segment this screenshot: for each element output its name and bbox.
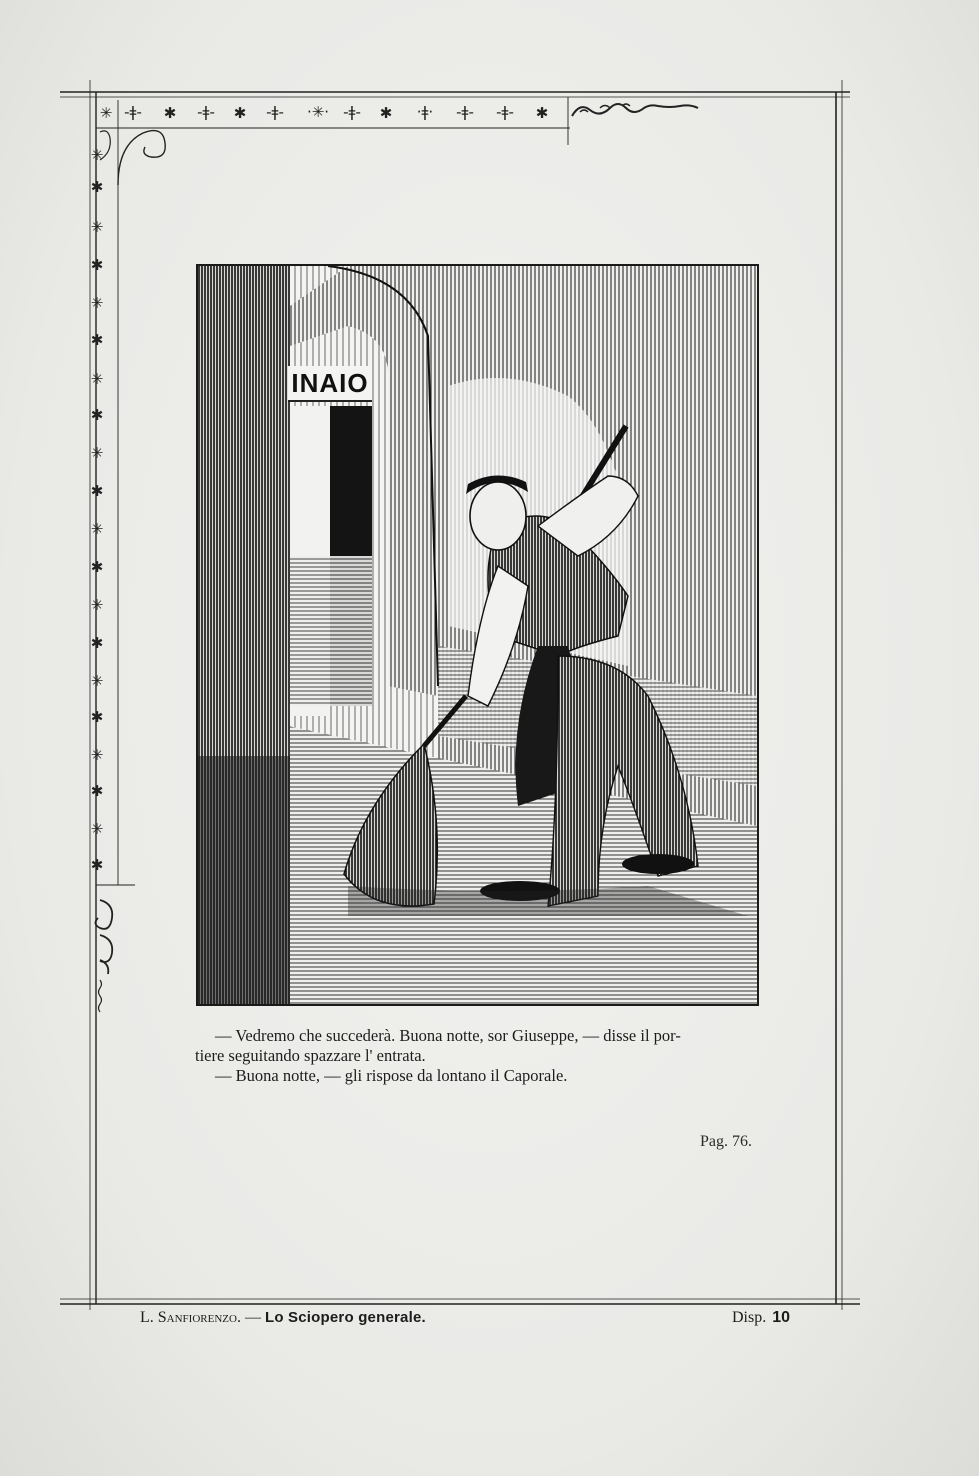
footer-dash: — (240, 1309, 265, 1326)
svg-text:✱: ✱ (90, 178, 104, 196)
svg-text:✳: ✳ (99, 104, 113, 122)
svg-text:·✳·: ·✳· (306, 103, 330, 121)
page-footer (140, 1309, 800, 1331)
footer-disp-number: 10 (772, 1309, 790, 1326)
svg-text:✳: ✳ (90, 746, 104, 764)
footer-author: L. Sanfiorenzo. (140, 1309, 241, 1326)
footer-left (140, 1309, 426, 1327)
svg-text:✳: ✳ (90, 596, 104, 614)
svg-text:✱: ✱ (90, 634, 104, 652)
svg-text:-ǂ-: -ǂ- (456, 103, 474, 121)
svg-text:✱: ✱ (90, 708, 104, 726)
caption-line-3: — Buona notte, — gli rispose da lontano il Caporale. (215, 1066, 568, 1085)
svg-text:✱: ✱ (233, 104, 247, 122)
shop-sign: INAIO (288, 366, 372, 402)
svg-text:✳: ✳ (90, 520, 104, 538)
svg-text:✱: ✱ (379, 104, 393, 122)
engraving-illustration (196, 264, 759, 1006)
caption-line-2: tiere seguitando spazzare l' entrata. (195, 1046, 426, 1065)
svg-text:-ǂ-: -ǂ- (496, 103, 514, 121)
caption-line-1: — Vedremo che succederà. Buona notte, sor Giuseppe, — disse il por- (215, 1026, 681, 1045)
svg-text:-ǂ-: -ǂ- (197, 103, 215, 121)
svg-text:·ǂ·: ·ǂ· (416, 103, 434, 121)
svg-text:✳: ✳ (90, 672, 104, 690)
svg-text:✱: ✱ (90, 782, 104, 800)
svg-text:✳: ✳ (90, 146, 104, 164)
svg-text:✱: ✱ (163, 104, 177, 122)
svg-text:✱: ✱ (90, 256, 104, 274)
footer-right (732, 1309, 790, 1327)
illustration-caption (195, 1026, 790, 1086)
svg-text:✱: ✱ (90, 406, 104, 424)
svg-text:✳: ✳ (90, 294, 104, 312)
footer-title: Lo Sciopero generale. (264, 1309, 426, 1326)
svg-text:-ǂ-: -ǂ- (343, 103, 361, 121)
svg-text:✳: ✳ (90, 218, 104, 236)
svg-text:-ǂ-: -ǂ- (124, 103, 142, 121)
svg-text:✳: ✳ (90, 820, 104, 838)
svg-text:✳: ✳ (90, 444, 104, 462)
page-reference: Pag. 76. (700, 1133, 752, 1150)
svg-text:✱: ✱ (90, 856, 104, 874)
svg-text:✱: ✱ (90, 482, 104, 500)
svg-text:-ǂ-: -ǂ- (266, 103, 284, 121)
svg-text:✱: ✱ (90, 558, 104, 576)
svg-text:✱: ✱ (535, 104, 549, 122)
svg-text:✱: ✱ (90, 331, 104, 349)
footer-disp-label: Disp. (731, 1309, 767, 1326)
svg-text:✳: ✳ (90, 370, 104, 388)
